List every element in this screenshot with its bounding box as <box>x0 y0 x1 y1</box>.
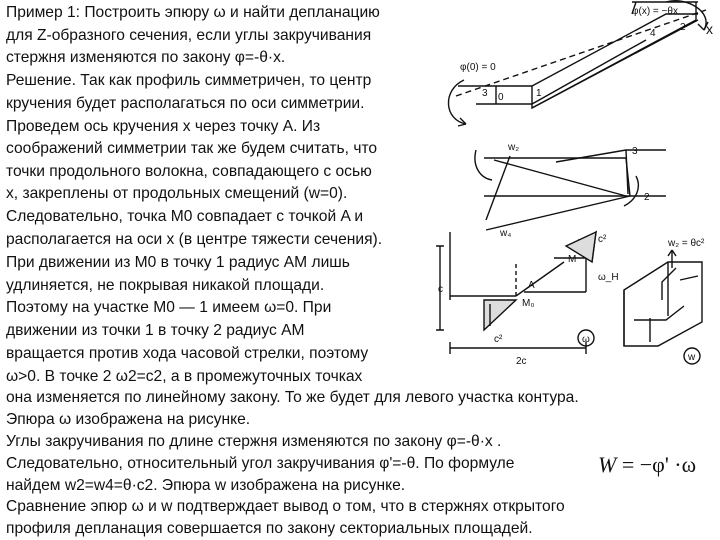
formula-rhs: = −φ' ·ω <box>621 452 697 477</box>
label-point-3: 3 <box>482 88 488 99</box>
label-point-3b: 3 <box>632 146 638 157</box>
text-line-10: Следовательно, точка M0 совпадает с точкой A и <box>6 208 364 225</box>
label-w4: w₄ <box>500 228 512 239</box>
text-line-7: соображений симметрии так же будем считать, что <box>6 140 378 157</box>
label-point-2: 2 <box>680 22 686 33</box>
text-line-14: Поэтому на участке M0 — 1 имеем ω=0. При <box>6 299 332 316</box>
text-line-3: стержня изменяются по закону φ=-θ·x. <box>6 49 286 66</box>
text-line-21: Следовательно, относительный угол закручивания φ'=-θ. По формуле <box>6 455 515 472</box>
label-c: c <box>438 284 443 295</box>
text-line-4: Решение. Так как профиль симметричен, то центр <box>6 72 372 89</box>
text-line-22: найдем w2=w4=θ·c2. Эпюра w изображена на рисунке. <box>6 477 406 494</box>
text-line-16: вращается против хода часовой стрелки, поэтому <box>6 345 369 362</box>
text-line-9: x, закреплены от продольных смещений (w=0). <box>6 185 348 202</box>
label-M: M <box>568 254 577 265</box>
label-w2: w₂ <box>508 142 520 153</box>
text-line-18: она изменяется по линейному закону. То же будет для левого участка контура. <box>6 389 579 406</box>
text-line-6: Проведем ось кручения x через точку A. Из <box>6 118 321 135</box>
label-c2-top: c² <box>598 234 607 245</box>
label-A: A <box>528 280 535 291</box>
text-line-13: удлиняется, не покрывая никакой площади. <box>6 277 325 294</box>
label-omega-circle: ω <box>582 334 590 345</box>
formula-lhs: W <box>598 452 617 477</box>
text-line-23: Сравнение эпюр ω и w подтверждает вывод о том, что в стержнях открытого <box>6 498 565 515</box>
label-point-1: 1 <box>536 88 542 99</box>
label-M0: M₀ <box>522 298 535 309</box>
label-phi-x: φ(x) = −θx <box>632 6 678 17</box>
label-point-0: 0 <box>498 92 504 103</box>
label-omega-h: ω_H <box>598 272 619 283</box>
text-line-12: При движении из M0 в точку 1 радиус AM лишь <box>6 254 350 271</box>
text-line-1: Пример 1: Построить эпюру ω и найти депланацию <box>6 4 380 21</box>
label-point-4: 4 <box>650 28 656 39</box>
beam-figure <box>436 0 720 392</box>
text-line-19: Эпюра ω изображена на рисунке. <box>6 411 251 428</box>
text-line-24: профиля депланация совершается по закону секториальных площадей. <box>6 520 533 537</box>
label-w-circle: w <box>688 352 696 363</box>
text-line-20: Углы закручивания по длине стержня изменяются по закону φ=-θ·x . <box>6 433 502 450</box>
label-c2-bottom: c² <box>494 334 503 345</box>
text-line-11: располагается на оси x (в центре тяжести сечения). <box>6 231 383 248</box>
text-line-5: кручения будет располагаться по оси симметрии. <box>6 95 365 112</box>
label-w2-eq: w₂ = θc² <box>668 238 705 249</box>
label-2c: 2c <box>516 356 527 367</box>
label-point-2b: 2 <box>644 192 650 203</box>
text-line-15: движении из точки 1 в точку 2 радиус AM <box>6 322 305 339</box>
text-line-8: точки продольного волокна, совпадающего с осью <box>6 163 372 180</box>
label-phi-0: φ(0) = 0 <box>460 62 496 73</box>
text-line-2: для Z-образного сечения, если углы закручивания <box>6 27 372 44</box>
label-x-axis: x <box>706 21 713 37</box>
deplanation-formula <box>598 452 696 478</box>
text-line-17: ω>0. В точке 2 ω2=c2, а в промежуточных точках <box>6 368 363 385</box>
